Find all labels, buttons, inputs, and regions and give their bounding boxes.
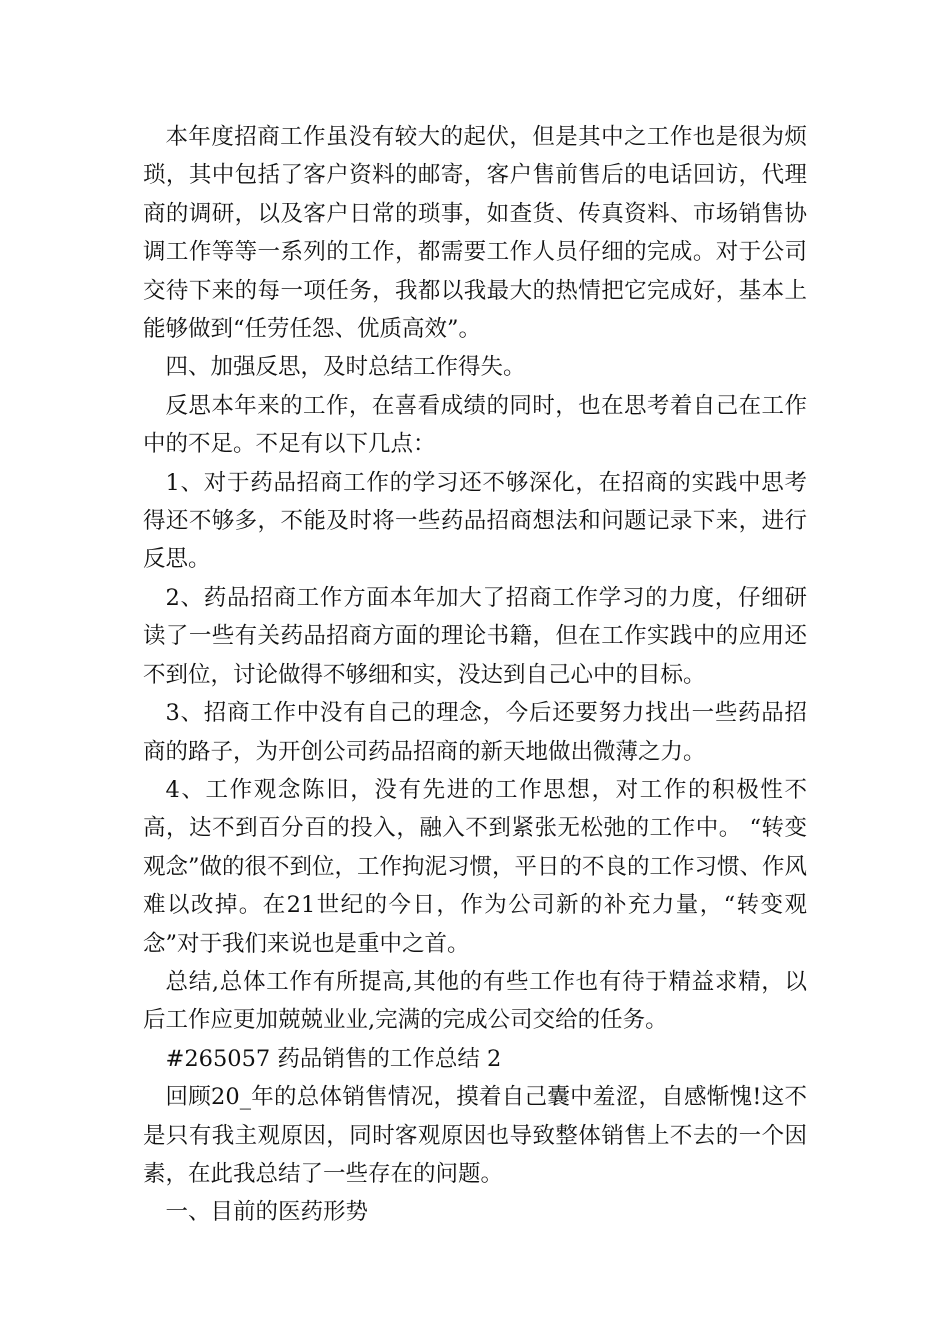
list-item-shortcoming-3: 3、招商工作中没有自己的理念，今后还要努力找出一些药品招商的路子，为开创公司药品招商的新天地做出微薄之力。 (143, 700, 807, 765)
paragraph-summary: 总结,总体工作有所提高,其他的有些工作也有待于精益求精，以后工作应更加兢兢业业,完满的完成公司交给的任务。 (143, 968, 807, 1034)
paragraph-work-overview: 本年度招商工作虽没有较大的起伏，但是其中之工作也是很为烦琐，其中包括了客户资料的邮寄，客户售前售后的电话回访，代理商的调研，以及客户日常的琐事，如查货、传真资料、市场销售协调工作等等一系列的工作，都需要工作人员仔细的完成。对于公司交待下来的每一项任务，我都以我最大的热情把它完成好，基本上能够做到“任劳任怨、优质高效”。 (143, 124, 807, 343)
list-item-shortcoming-2: 2、药品招商工作方面本年加大了招商工作学习的力度，仔细研读了一些有关药品招商方面的理论书籍，但在工作实践中的应用还不到位，讨论做得不够细和实，没达到自己心中的目标。 (143, 584, 807, 688)
list-item-shortcoming-4: 4、工作观念陈旧，没有先进的工作思想，对工作的积极性不高，达不到百分百的投入，融入不到紧张无松弛的工作中。 “转变观念”做的很不到位，工作拘泥习惯，平日的不良的工作习惯、作风难以改掉。在21世纪的今日，作为公司新的补充力量，“转变观念”对于我们来说也是重中之首。 (143, 776, 808, 957)
document-body (143, 118, 807, 1232)
section-heading-pharma-situation: 一、目前的医药形势 (165, 1199, 369, 1226)
section-heading-reflection: 四、加强反思，及时总结工作得失。 (165, 354, 526, 381)
paragraph-reflection-intro: 反思本年来的工作，在喜看成绩的同时，也在思考着自己在工作中的不足。不足有以下几点： (143, 392, 807, 458)
list-item-shortcoming-1: 1、对于药品招商工作的学习还不够深化，在招商的实践中思考得还不够多，不能及时将一些药品招商想法和问题记录下来，进行反思。 (143, 469, 807, 573)
article-title: #265057 药品销售的工作总结 2 (165, 1045, 502, 1072)
paragraph-review: 回顾20_年的总体销售情况，摸着自己囊中羞涩，自感惭愧!这不是只有我主观原因，同时客观原因也导致整体销售上不去的一个因素，在此我总结了一些存在的问题。 (143, 1084, 807, 1187)
